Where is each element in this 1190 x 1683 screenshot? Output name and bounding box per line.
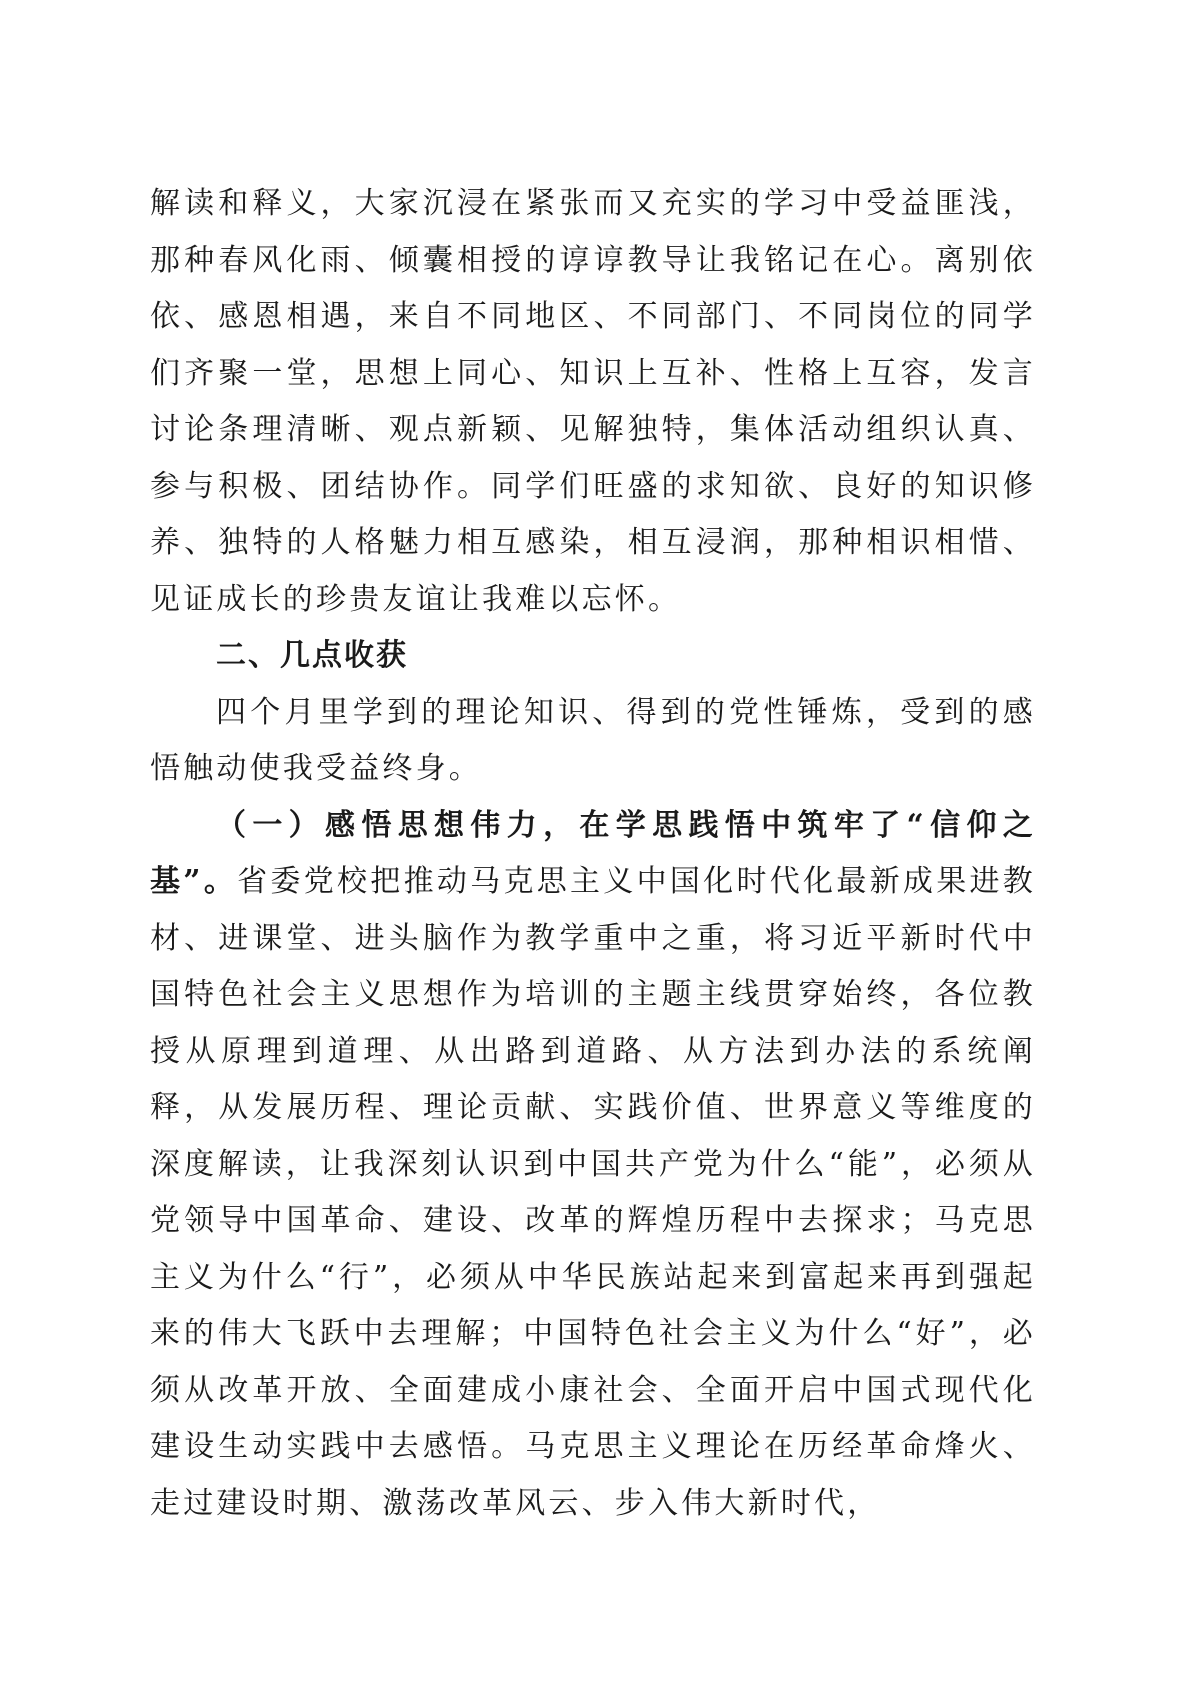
- section-intro-paragraph: 四个月里学到的理论知识、得到的党性锤炼，受到的感悟触动使我受益终身。: [150, 694, 1036, 786]
- subsection-1-body: 省委党校把推动马克思主义中国化时代化最新成果进教材、进课堂、进头脑作为教学重中之重，将习近平新时代中国特色社会主义思想作为培训的主题主线贯穿始终，各位教授从原理到道理、从出路到道路、从方法到办法的系统阐释，从发展历程、理论贡献、实践价值、世界意义等维度的深度解读，让我深刻认识到中国共产党为什么“能”，必须从党领导中国革命、建设、改革的辉煌历程中去探求；马克思主义为什么“行”，必须从中华民族站起来到富起来再到强起来的伟大飞跃中去理解；中国特色社会主义为什么“好”，必须从改革开放、全面建成小康社会、全面开启中国式现代化建设生动实践中去感悟。马克思主义理论在历经革命烽火、走过建设时期、激荡改革风云、步入伟大新时代，: [150, 864, 1036, 1521]
- subsection-1-heading: （一）感悟思想伟力，在学思践悟中筑牢了“信仰之基”。: [150, 807, 1036, 899]
- document-body: [150, 176, 1036, 1532]
- subsection-1-paragraph: [150, 798, 1036, 1533]
- section-heading: 二、几点收获: [216, 638, 408, 673]
- paragraph-continued: 解读和释义，大家沉浸在紧张而又充实的学习中受益匪浅，那种春风化雨、倾囊相授的谆谆教导让我铭记在心。离别依依、感恩相遇，来自不同地区、不同部门、不同岗位的同学们齐聚一堂，思想上同心、知识上互补、性格上互容，发言讨论条理清晰、观点新颖、见解独特，集体活动组织认真、参与积极、团结协作。同学们旺盛的求知欲、良好的知识修养、独特的人格魅力相互感染，相互浸润，那种相识相惜、见证成长的珍贵友谊让我难以忘怀。: [150, 186, 1036, 617]
